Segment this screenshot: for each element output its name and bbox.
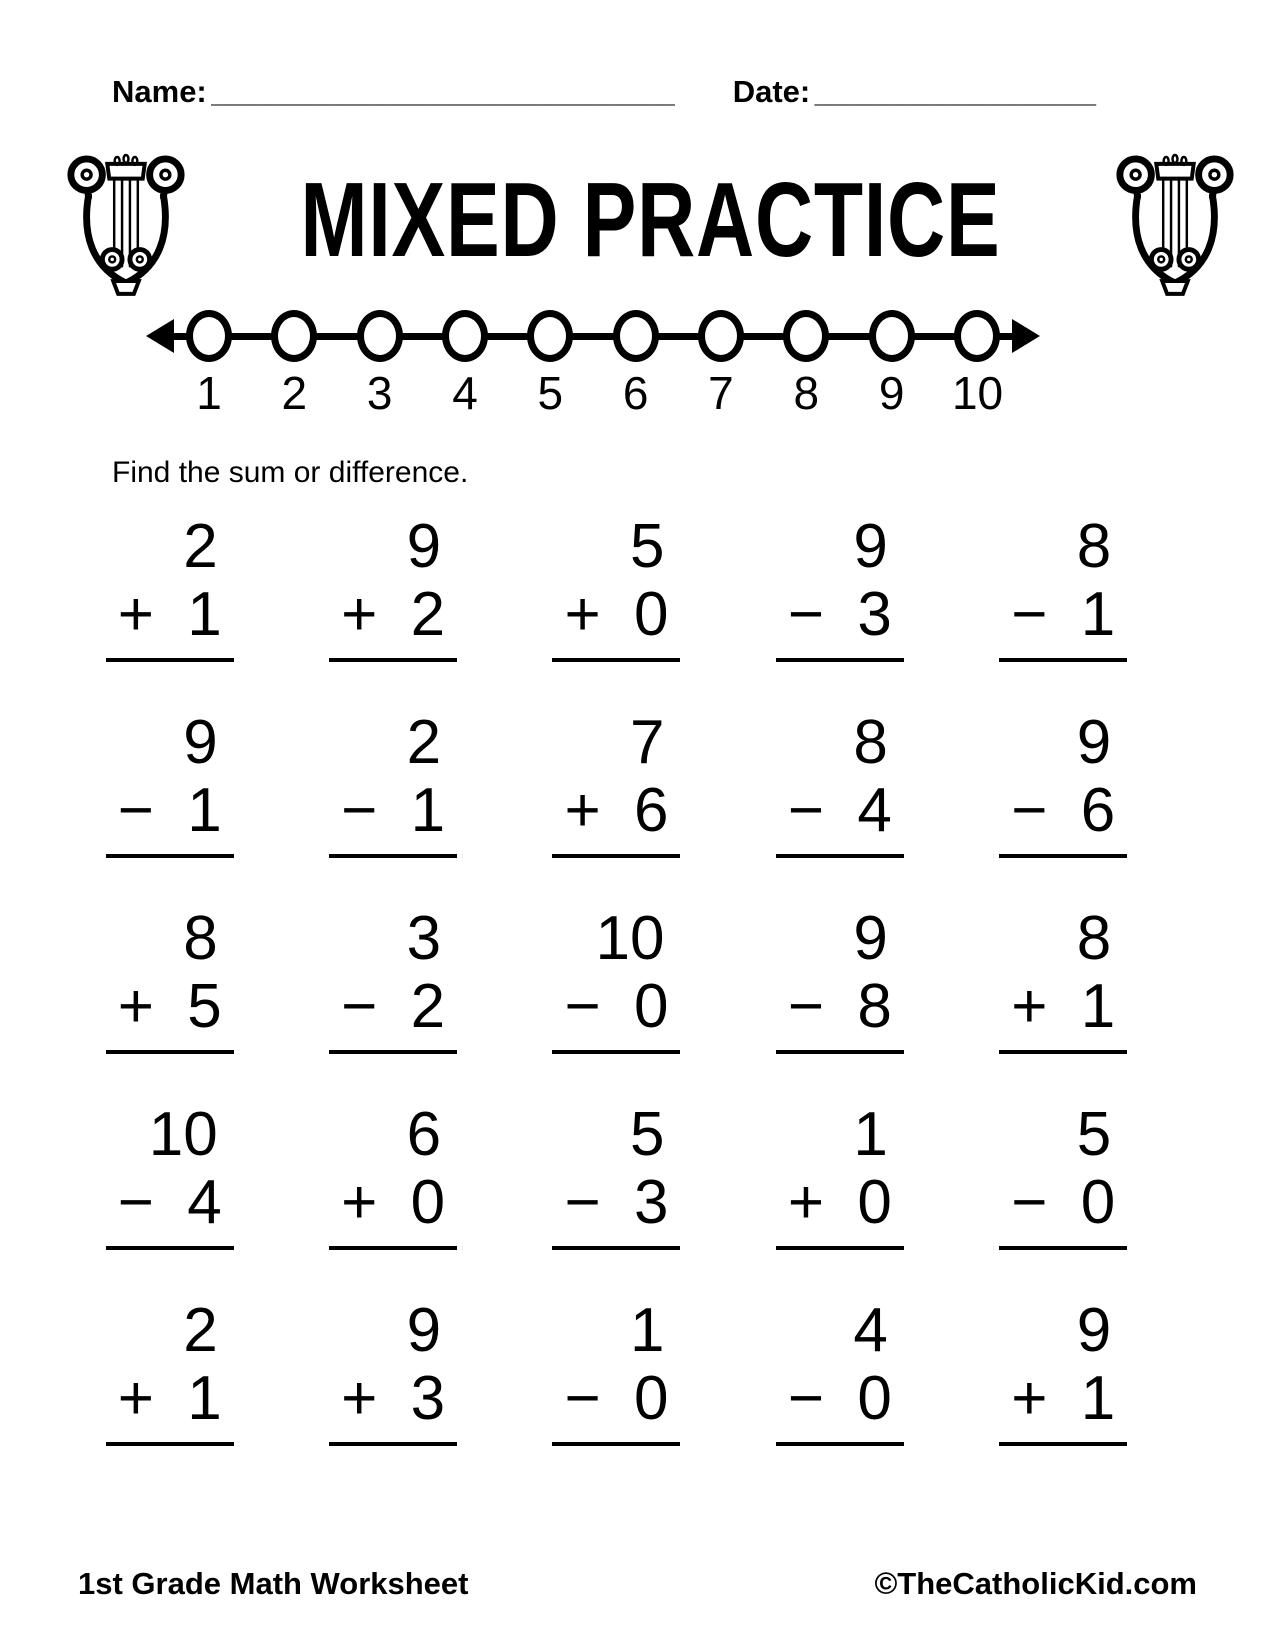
number-line-labels	[148, 367, 1038, 419]
answer-blank-line	[776, 854, 904, 858]
problem-operator: +	[341, 1364, 378, 1433]
problem-top-number: 9	[183, 708, 218, 777]
lyre-icon	[1111, 136, 1239, 304]
math-problem	[1011, 1296, 1116, 1446]
header	[0, 0, 1275, 110]
name-field	[112, 74, 674, 110]
number-line-label: 7	[708, 367, 734, 419]
problem-operator: −	[564, 1168, 601, 1237]
number-line-track	[148, 308, 1038, 364]
answer-blank-line	[106, 1442, 234, 1446]
answer-blank-line	[106, 854, 234, 858]
math-problem	[787, 512, 892, 662]
number-line	[148, 308, 1038, 419]
problem-top-number: 1	[630, 1296, 665, 1365]
number-line-dot	[186, 310, 232, 362]
number-line-label: 6	[622, 367, 649, 419]
problem-operator: −	[117, 1168, 154, 1237]
problem-bottom-number: 0	[857, 1364, 892, 1433]
problems-grid	[0, 512, 1275, 1446]
problem-bottom-number: 0	[634, 1364, 669, 1433]
problem-operator: −	[1011, 580, 1048, 649]
problem-top-number: 5	[630, 512, 665, 581]
name-label: Name:	[112, 74, 207, 109]
number-line-label: 10	[951, 367, 1004, 419]
problem-bottom-number: 3	[857, 580, 892, 649]
problem-operator: +	[117, 972, 154, 1041]
problem-top-number: 9	[1076, 708, 1112, 777]
problem-bottom-number: 8	[857, 972, 892, 1041]
footer-copyright: ©TheCatholicKid.com	[874, 1566, 1197, 1601]
problem-operator: +	[117, 1364, 154, 1433]
answer-blank-line	[552, 1442, 680, 1446]
problem-bottom-number: 1	[1080, 972, 1116, 1041]
math-problem	[341, 708, 446, 858]
answer-blank-line	[106, 1050, 234, 1054]
math-problem	[1011, 904, 1116, 1054]
answer-blank-line	[552, 1050, 680, 1054]
problem-operator: −	[787, 776, 825, 845]
number-line-label: 4	[452, 367, 478, 419]
problem-operator: −	[787, 1364, 825, 1433]
problem-operator: +	[341, 580, 378, 649]
problem-top-number: 10	[595, 904, 665, 973]
answer-blank-line	[999, 658, 1127, 662]
answer-blank-line	[776, 1050, 904, 1054]
math-problem	[564, 1100, 669, 1250]
problem-operator: +	[341, 1168, 378, 1237]
math-problem	[564, 904, 669, 1054]
problem-bottom-number: 3	[410, 1364, 446, 1433]
math-problem	[117, 1100, 222, 1250]
title-band	[0, 136, 1275, 304]
number-line-label: 3	[366, 367, 393, 419]
problem-top-number: 8	[1076, 904, 1112, 973]
problem-top-number: 9	[1076, 1296, 1112, 1365]
problem-operator: −	[787, 972, 825, 1041]
answer-blank-line	[329, 1442, 457, 1446]
answer-blank-line	[776, 1246, 904, 1250]
problem-bottom-number: 5	[187, 972, 222, 1041]
problem-operator: +	[787, 1168, 825, 1237]
math-problem	[564, 512, 669, 662]
problem-bottom-number: 6	[1080, 776, 1116, 845]
lyre-icon	[62, 136, 190, 304]
number-line-label: 5	[537, 367, 564, 419]
math-problem	[341, 1296, 446, 1446]
problem-top-number: 2	[183, 512, 218, 581]
page-title: MIXED PRACTICE	[300, 161, 1001, 279]
problem-top-number: 6	[406, 1100, 442, 1169]
number-line-dot	[271, 310, 317, 362]
math-problem	[787, 708, 892, 858]
problem-operator: −	[341, 776, 378, 845]
problem-operator: −	[564, 1364, 601, 1433]
problem-bottom-number: 4	[187, 1168, 222, 1237]
math-problem	[787, 904, 892, 1054]
number-line-label: 8	[793, 367, 820, 419]
instruction-text: Find the sum or difference.	[112, 456, 469, 489]
problem-operator: +	[564, 580, 601, 649]
problem-operator: +	[1011, 972, 1048, 1041]
number-line-label: 2	[281, 367, 308, 419]
problem-operator: −	[564, 972, 601, 1041]
math-problem	[1011, 708, 1116, 858]
math-problem	[1011, 1100, 1116, 1250]
answer-blank-line	[106, 1246, 234, 1250]
math-problem	[341, 904, 446, 1054]
answer-blank-line	[999, 1050, 1127, 1054]
problem-top-number: 1	[853, 1100, 888, 1169]
math-problem	[1011, 512, 1116, 662]
problem-operator: −	[787, 580, 825, 649]
number-line-dot	[869, 310, 915, 362]
number-line-dot	[783, 310, 829, 362]
problem-bottom-number: 2	[410, 972, 446, 1041]
problem-top-number: 9	[853, 512, 888, 581]
answer-blank-line	[552, 658, 680, 662]
answer-blank-line	[999, 854, 1127, 858]
problem-top-number: 8	[1076, 512, 1112, 581]
problem-operator: +	[1011, 1364, 1048, 1433]
problem-bottom-number: 1	[410, 776, 446, 845]
problem-operator: +	[564, 776, 601, 845]
problem-top-number: 5	[630, 1100, 665, 1169]
answer-blank-line	[999, 1246, 1127, 1250]
problem-top-number: 3	[406, 904, 442, 973]
problem-bottom-number: 6	[634, 776, 669, 845]
footer	[0, 1566, 1275, 1602]
math-problem	[564, 1296, 669, 1446]
answer-blank-line	[999, 1442, 1127, 1446]
answer-blank-line	[329, 1246, 457, 1250]
problem-bottom-number: 2	[410, 580, 446, 649]
problem-top-number: 5	[1076, 1100, 1112, 1169]
math-problem	[341, 512, 446, 662]
problem-bottom-number: 1	[1080, 580, 1116, 649]
problem-bottom-number: 1	[187, 1364, 222, 1433]
problem-bottom-number: 0	[1080, 1168, 1116, 1237]
date-blank-line: ____________________	[814, 78, 1095, 108]
problem-bottom-number: 1	[187, 776, 222, 845]
math-problem	[787, 1296, 892, 1446]
number-line-dot	[357, 310, 403, 362]
math-problem	[117, 1296, 222, 1446]
number-line-label: 1	[196, 367, 222, 419]
problem-bottom-number: 1	[1080, 1364, 1116, 1433]
number-line-dot	[954, 310, 1000, 362]
problem-top-number: 9	[406, 512, 442, 581]
problem-bottom-number: 4	[857, 776, 892, 845]
number-line-dot	[527, 310, 573, 362]
problem-operator: −	[341, 972, 378, 1041]
math-problem	[341, 1100, 446, 1250]
answer-blank-line	[329, 658, 457, 662]
problem-top-number: 4	[853, 1296, 888, 1365]
number-line-label: 9	[878, 367, 905, 419]
number-line-dot	[442, 310, 488, 362]
problem-bottom-number: 1	[187, 580, 222, 649]
problem-bottom-number: 0	[857, 1168, 892, 1237]
problem-operator: +	[117, 580, 154, 649]
date-label: Date:	[732, 74, 811, 109]
number-line-dots	[148, 308, 1038, 364]
math-problem	[117, 512, 222, 662]
problem-top-number: 9	[853, 904, 888, 973]
name-blank-line: _________________________________	[211, 78, 674, 108]
problem-bottom-number: 0	[410, 1168, 446, 1237]
math-problem	[564, 708, 669, 858]
problem-bottom-number: 0	[634, 972, 669, 1041]
problem-top-number: 2	[406, 708, 442, 777]
problem-operator: −	[1011, 776, 1048, 845]
problem-bottom-number: 0	[634, 580, 669, 649]
number-line-dot	[613, 310, 659, 362]
math-problem	[117, 708, 222, 858]
problem-top-number: 7	[630, 708, 665, 777]
answer-blank-line	[552, 1246, 680, 1250]
problem-top-number: 2	[183, 1296, 218, 1365]
answer-blank-line	[552, 854, 680, 858]
answer-blank-line	[329, 854, 457, 858]
math-problem	[117, 904, 222, 1054]
number-line-dot	[698, 310, 744, 362]
answer-blank-line	[776, 1442, 904, 1446]
math-problem	[787, 1100, 892, 1250]
problem-operator: −	[117, 776, 154, 845]
problem-top-number: 9	[406, 1296, 442, 1365]
answer-blank-line	[776, 658, 904, 662]
date-field	[733, 74, 1095, 110]
problem-top-number: 10	[148, 1100, 218, 1169]
problem-top-number: 8	[853, 708, 888, 777]
footer-worksheet-label: 1st Grade Math Worksheet	[78, 1566, 469, 1601]
problem-operator: −	[1011, 1168, 1048, 1237]
answer-blank-line	[106, 658, 234, 662]
problem-top-number: 8	[183, 904, 218, 973]
problem-bottom-number: 3	[634, 1168, 669, 1237]
answer-blank-line	[329, 1050, 457, 1054]
